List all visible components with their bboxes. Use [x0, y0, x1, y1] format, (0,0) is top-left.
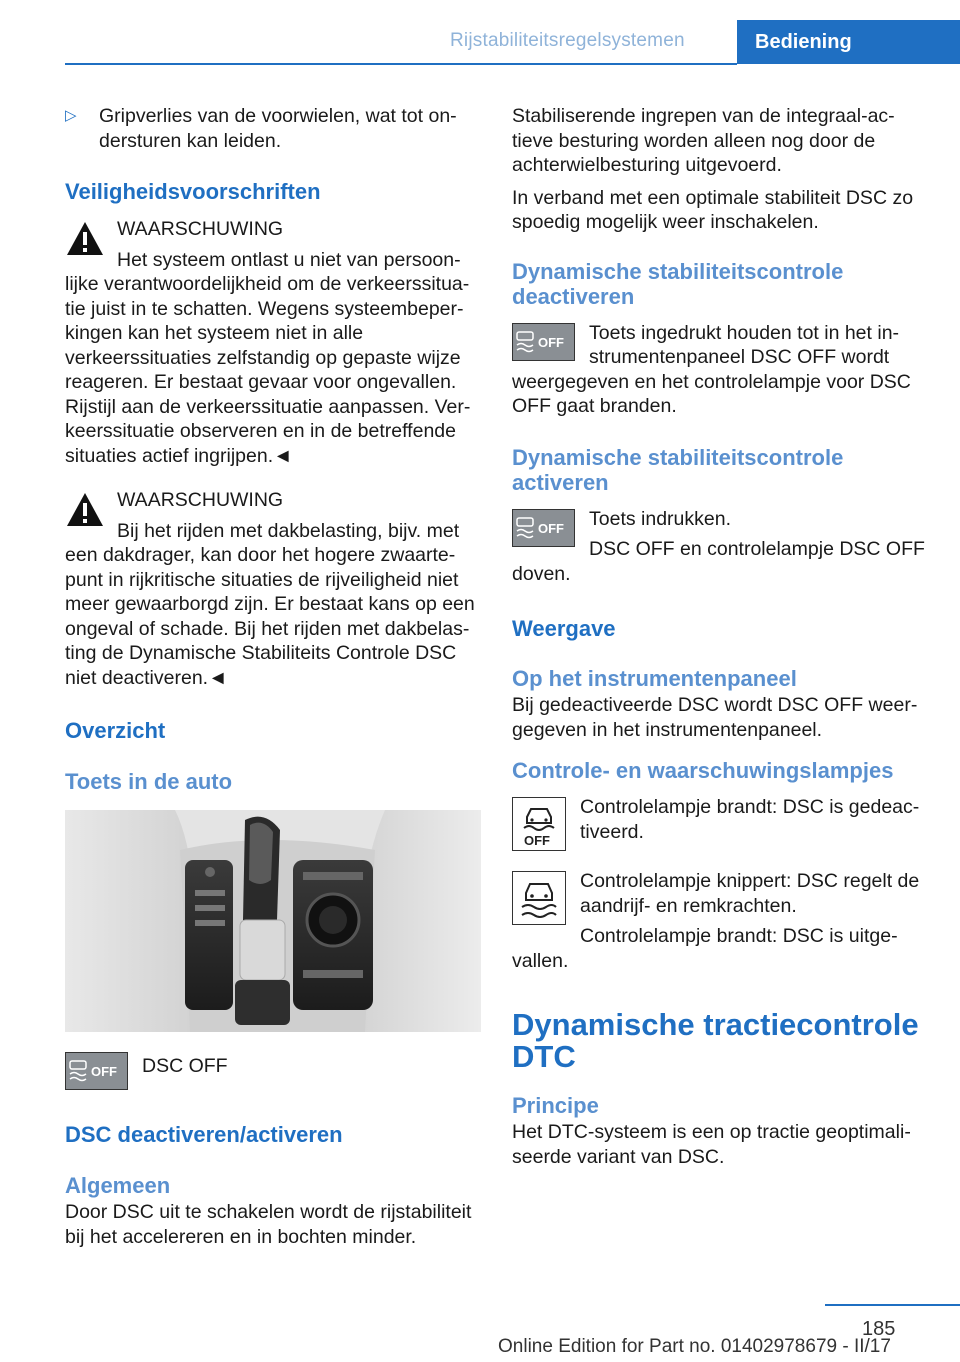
lamp-block-2: [512, 869, 928, 973]
footer-rule: [825, 1304, 960, 1306]
svg-text:OFF: OFF: [524, 833, 550, 848]
warning-body-1: Het systeem ontlast u niet van persoonlijke verantwoordelijkheid om de verkeerssituatie juist in te schatten. Wegens systeembeperkingen kan het systeem niet in alle verkeerssituaties zelfstandig op gepaste wijze reageren. Er bestaat gevaar voor ongevallen. Rijstijl aan de verkeerssituatie aanpassen. Verkeerssituatie observeren en in de betreffende situaties actief ingrijpen.◄: [65, 248, 471, 467]
bullet-triangle-icon: ▷: [65, 107, 77, 124]
dsc-off-label: DSC OFF: [142, 1055, 228, 1077]
bullet-text: Gripverlies van de voorwielen, wat tot ondersturen kan leiden.: [99, 105, 457, 152]
svg-text:OFF: OFF: [538, 520, 564, 536]
warning-title-2: WAARSCHUWING: [117, 489, 284, 511]
header-section-title: Rijstabiliteitsregelsystemen: [450, 30, 685, 51]
warning-triangle-icon: [65, 219, 105, 259]
heading-dsc-deact-act: DSC deactiveren/activeren: [65, 1122, 343, 1147]
warning-title-1: WAARSCHUWING: [117, 218, 284, 240]
heading-principle: Principe: [512, 1093, 599, 1118]
right-column: [512, 104, 928, 1169]
dsc-off-button-icon: [65, 1052, 128, 1090]
heading-general: Algemeen: [65, 1173, 171, 1198]
center-console-photo: [65, 810, 481, 1032]
warning-block-1: [65, 217, 481, 468]
dsc-off-lamp-icon: [512, 797, 566, 851]
warning-body-2: Bij het rijden met dakbelasting, bijv. met een dakdrager, kan door het hogere zwaartepunt in rijkritische situaties de rijveiligheid niet meer gewaarborgd zijn. Er bestaat kans op een ongeval of schade. Bij het rijden met dakbelasting de Dynamische Stabiliteits Controle DSC niet deactiveren.◄: [65, 519, 475, 689]
heading-display: Weergave: [512, 616, 616, 641]
warning-triangle-icon: [65, 490, 105, 530]
heading-safety: Veiligheidsvoorschriften: [65, 179, 321, 204]
svg-text:OFF: OFF: [538, 334, 564, 350]
heading-overview: Overzicht: [65, 718, 166, 743]
principle-text: Het DTC-systeem is een op tractie geoptimaliseerde variant van DSC.: [512, 1121, 911, 1168]
footer-edition: Online Edition for Part no. 01402978679 - II/17: [498, 1336, 891, 1357]
left-column: [65, 104, 481, 1249]
reenable-text: In verband met een optimale stabiliteit DSC zo spoedig mogelijk weer inschakelen.: [512, 186, 914, 233]
heading-warning-lamps: Controle- en waarschuwingslampjes: [512, 758, 894, 783]
bullet-item: [65, 104, 481, 153]
svg-text:OFF: OFF: [91, 1064, 117, 1079]
warning-block-2: [65, 488, 481, 690]
header-rule: [65, 63, 737, 65]
dsc-off-caption: [65, 1050, 481, 1094]
panel-text: Bij gedeactiveerde DSC wordt DSC OFF weergegeven in het instrumentenpaneel.: [512, 694, 918, 741]
heading-dsc-deactivate: Dynamische stabiliteitscontrole deactiveren: [512, 258, 844, 309]
page-number: 185: [862, 1318, 896, 1340]
dsc-off-button-icon: [512, 323, 575, 361]
heading-dsc-activate: Dynamische stabiliteitscontrole activeren: [512, 444, 844, 495]
dsc-active-lamp-icon: [512, 871, 566, 925]
heading-dtc: Dynamische tractiecontrole DTC: [512, 1007, 919, 1074]
heading-button-in-car: Toets in de auto: [65, 769, 233, 794]
activate-text-1: Toets indrukken.: [589, 507, 731, 530]
activate-block: [512, 507, 928, 587]
general-text: Door DSC uit te schakelen wordt de rijstabiliteit bij het accelereren en in bochten minder.: [65, 1201, 472, 1248]
heading-instrument-panel: Op het instrumentenpaneel: [512, 666, 797, 691]
lamp-text-2a: Controlelampje knippert: DSC regelt de aandrijf- en remkrachten.: [580, 870, 920, 917]
activate-text-2: DSC OFF en controlelampje DSC OFF doven.: [512, 538, 925, 585]
header-tab-bediening[interactable]: Bediening: [737, 20, 960, 64]
deactivate-text: Toets ingedrukt houden tot in het instrumentenpaneel DSC OFF wordt weergegeven en het controlelampje voor DSC OFF gaat branden.: [512, 321, 911, 417]
lamp-text-1: Controlelampje brandt: DSC is gedeactiveerd.: [580, 796, 920, 843]
lamp-text-2b: Controlelampje brandt: DSC is uitgevallen.: [512, 925, 898, 972]
dsc-off-button-icon: [512, 509, 575, 547]
deactivate-block: [512, 321, 928, 419]
center-console-illustration: [65, 810, 481, 1032]
lamp-block-1: [512, 795, 928, 855]
stabilizing-text: Stabiliserende ingrepen van de integraal-actieve besturing worden alleen nog door de achterwielbesturing uitgevoerd.: [512, 105, 895, 176]
